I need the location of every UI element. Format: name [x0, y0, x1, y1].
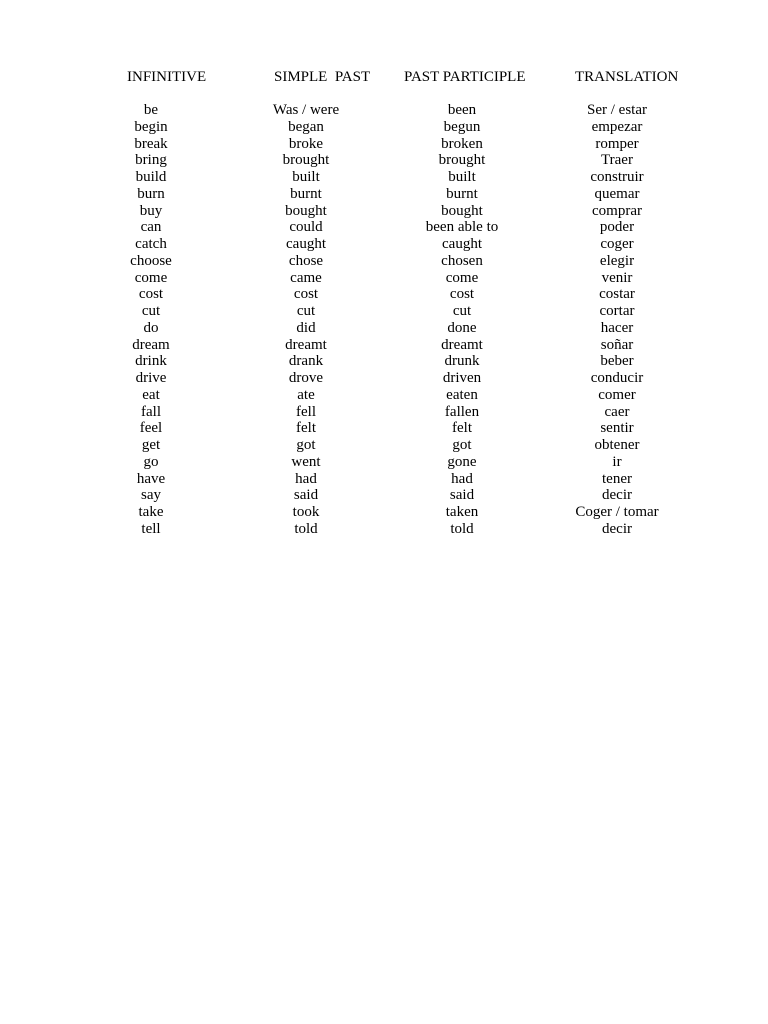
cell-translation: Traer	[601, 152, 633, 169]
cell-translation: poder	[599, 219, 635, 236]
cell-simple-past: burnt	[290, 185, 322, 202]
cell-simple-past: brought	[282, 152, 330, 169]
cell-infinitive: choose	[130, 252, 172, 269]
cell-translation: elegir	[599, 252, 635, 269]
cell-infinitive: be	[143, 102, 159, 118]
cell-past-participle: done	[447, 319, 477, 336]
cell-translation: sentir	[600, 420, 634, 437]
cell-simple-past: cut	[296, 303, 316, 319]
cell-past-participle: cost	[449, 286, 475, 303]
table-row	[0, 471, 768, 488]
cell-simple-past: had	[295, 470, 317, 487]
cell-simple-past: got	[296, 437, 316, 453]
cell-translation: construir	[590, 169, 644, 185]
cell-past-participle: eaten	[446, 386, 478, 403]
cell-past-participle: built	[448, 169, 476, 185]
cell-past-participle: begun	[443, 118, 481, 135]
table-header	[0, 68, 768, 86]
table-row	[0, 186, 768, 203]
cell-translation: comer	[598, 386, 636, 403]
table-row	[0, 152, 768, 169]
cell-translation: conducir	[590, 370, 644, 386]
cell-infinitive: go	[143, 453, 159, 470]
table-row	[0, 119, 768, 136]
table-row	[0, 219, 768, 236]
cell-translation: quemar	[594, 185, 640, 202]
cell-past-participle: drunk	[444, 353, 480, 370]
cell-infinitive: come	[134, 269, 168, 286]
cell-simple-past: bought	[285, 202, 327, 219]
table-row	[0, 370, 768, 387]
cell-infinitive: do	[143, 319, 159, 336]
cell-past-participle: driven	[442, 370, 482, 386]
cell-past-participle: caught	[442, 236, 482, 252]
cell-past-participle: said	[449, 487, 475, 504]
cell-translation: romper	[595, 135, 639, 152]
cell-infinitive: begin	[134, 118, 168, 135]
cell-past-participle: burnt	[446, 185, 478, 202]
header-infinitive: INFINITIVE	[127, 69, 207, 85]
header-simple-past: SIMPLE PAST	[274, 69, 371, 85]
table-row	[0, 454, 768, 471]
cell-past-participle: brought	[438, 152, 486, 169]
cell-past-participle: been	[447, 102, 477, 118]
cell-infinitive: say	[141, 487, 161, 504]
cell-past-participle: been able to	[425, 219, 499, 236]
cell-simple-past: cost	[293, 286, 319, 303]
cell-simple-past: caught	[286, 236, 326, 252]
cell-simple-past: felt	[296, 420, 316, 437]
cell-infinitive: feel	[139, 420, 163, 437]
table-row	[0, 337, 768, 354]
cell-translation: decir	[602, 520, 632, 537]
cell-infinitive: buy	[139, 202, 163, 219]
cell-simple-past: went	[291, 453, 321, 470]
cell-translation: venir	[601, 269, 633, 286]
table-row	[0, 286, 768, 303]
table-row	[0, 437, 768, 454]
cell-infinitive: get	[141, 437, 161, 453]
cell-infinitive: build	[135, 169, 167, 185]
cell-simple-past: drank	[288, 353, 324, 370]
cell-simple-past: broke	[288, 135, 324, 152]
cell-simple-past: Was / were	[272, 102, 340, 118]
table-row	[0, 303, 768, 320]
header-translation: TRANSLATION	[575, 69, 679, 85]
cell-translation: soñar	[600, 336, 634, 353]
table-row	[0, 320, 768, 337]
cell-translation: hacer	[600, 319, 634, 336]
cell-translation: caer	[604, 403, 630, 420]
cell-translation: tener	[602, 470, 632, 487]
cell-translation: Coger / tomar	[575, 504, 659, 520]
cell-simple-past: could	[289, 219, 323, 236]
cell-simple-past: began	[288, 118, 324, 135]
table-row	[0, 169, 768, 186]
cell-simple-past: said	[293, 487, 319, 504]
table-row	[0, 420, 768, 437]
cell-infinitive: break	[134, 135, 168, 152]
cell-simple-past: drove	[288, 370, 324, 386]
cell-translation: beber	[600, 353, 634, 370]
cell-past-participle: felt	[452, 420, 472, 437]
cell-translation: coger	[600, 236, 634, 252]
table-row	[0, 353, 768, 370]
verb-table	[0, 102, 768, 538]
cell-simple-past: did	[296, 319, 316, 336]
cell-infinitive: eat	[142, 386, 160, 403]
table-row	[0, 270, 768, 287]
table-row	[0, 136, 768, 153]
cell-past-participle: cut	[452, 303, 472, 319]
cell-translation: cortar	[599, 303, 635, 319]
cell-past-participle: got	[452, 437, 472, 453]
cell-simple-past: fell	[296, 403, 316, 420]
cell-translation: empezar	[591, 118, 643, 135]
cell-infinitive: take	[138, 504, 164, 520]
cell-past-participle: chosen	[441, 252, 483, 269]
cell-infinitive: drink	[135, 353, 167, 370]
cell-simple-past: chose	[288, 252, 324, 269]
cell-past-participle: dreamt	[441, 336, 483, 353]
header-past-participle: PAST PARTICIPLE	[404, 69, 526, 85]
cell-infinitive: catch	[135, 236, 167, 252]
cell-past-participle: taken	[445, 504, 479, 520]
cell-infinitive: dream	[132, 336, 170, 353]
table-row	[0, 387, 768, 404]
cell-past-participle: had	[451, 470, 473, 487]
cell-simple-past: ate	[297, 386, 315, 403]
cell-infinitive: cost	[138, 286, 164, 303]
cell-translation: comprar	[592, 202, 642, 219]
cell-simple-past: took	[292, 504, 320, 520]
cell-simple-past: told	[294, 520, 318, 537]
cell-infinitive: have	[136, 470, 166, 487]
cell-infinitive: fall	[141, 403, 161, 420]
cell-infinitive: can	[140, 219, 162, 236]
table-row	[0, 253, 768, 270]
cell-infinitive: burn	[137, 185, 165, 202]
cell-infinitive: drive	[135, 370, 167, 386]
cell-translation: costar	[599, 286, 635, 303]
cell-translation: decir	[602, 487, 632, 504]
cell-past-participle: come	[445, 269, 479, 286]
cell-translation: Ser / estar	[587, 102, 647, 118]
cell-simple-past: dreamt	[285, 336, 327, 353]
table-row	[0, 404, 768, 421]
cell-past-participle: bought	[441, 202, 483, 219]
cell-simple-past: came	[290, 269, 322, 286]
cell-translation: ir	[612, 453, 622, 470]
cell-past-participle: told	[450, 520, 474, 537]
table-row	[0, 102, 768, 119]
table-row	[0, 487, 768, 504]
cell-past-participle: broken	[441, 135, 483, 152]
cell-past-participle: gone	[447, 453, 477, 470]
cell-simple-past: built	[292, 169, 320, 185]
cell-past-participle: fallen	[444, 403, 480, 420]
table-row	[0, 236, 768, 253]
cell-infinitive: tell	[141, 520, 161, 537]
cell-translation: obtener	[594, 437, 640, 453]
table-row	[0, 504, 768, 521]
table-row	[0, 203, 768, 220]
cell-infinitive: bring	[135, 152, 167, 169]
table-row	[0, 521, 768, 538]
cell-infinitive: cut	[141, 303, 161, 319]
